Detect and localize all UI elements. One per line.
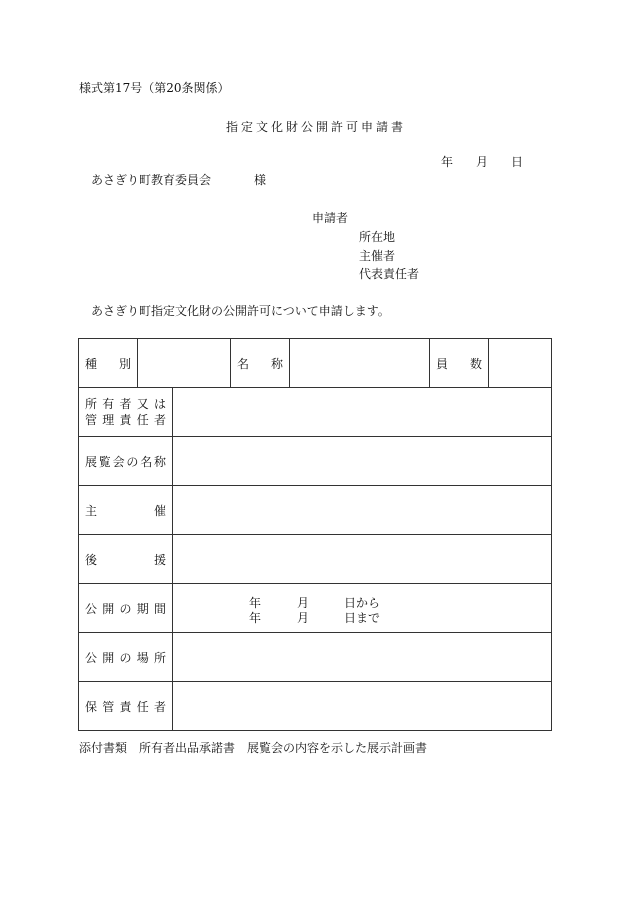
count-value-field[interactable] [489,339,552,388]
period-start-month: 月 [297,596,310,610]
period-start-year: 年 [249,596,262,610]
name-label-cell: 名 称 [231,339,290,388]
table-row-place [79,633,552,682]
support-label-cell: 後 援 [79,535,173,584]
table-row-custodian [79,682,552,731]
table-row-support [79,535,552,584]
place-label-cell: 公 開 の 場 所 [79,633,173,682]
count-label-cell: 員 数 [430,339,489,388]
date-month-label: 月 [476,155,489,169]
application-table [78,338,552,731]
type-label-cell: 種 別 [79,339,138,388]
table-row-owner [79,388,552,437]
attachments-line [79,742,427,754]
applicant-address-label: 所在地 [359,230,396,244]
period-end-year: 年 [249,611,262,625]
period-end-month: 月 [297,611,310,625]
date-year-label: 年 [441,155,454,169]
attachment-item: 所有者出品承諾書 [139,741,236,755]
organizer-label-cell: 主 催 [79,486,173,535]
owner-value-field[interactable] [173,388,552,437]
table-row-period [79,584,552,633]
period-start-day: 日から [344,596,381,610]
addressee: あさぎり町教育委員会 [91,173,212,187]
organizer-value-field[interactable] [173,486,552,535]
document-title: 指定文化財公開許可申請書 [226,120,407,134]
name-value-field[interactable] [290,339,430,388]
table-row-organizer [79,486,552,535]
applicant-label: 申請者 [312,211,349,225]
attachments-label: 添付書類 [79,741,128,755]
table-row-category [79,339,552,388]
period-end-day: 日まで [344,611,381,625]
support-value-field[interactable] [173,535,552,584]
applicant-organizer-label: 主催者 [359,249,396,263]
type-value-field[interactable] [138,339,231,388]
exhibition-label-cell: 展 覧 会 の 名 称 [79,437,173,486]
owner-label-cell: 所 有 者 又 は 管 理 責 任 者 [79,388,173,437]
exhibition-value-field[interactable] [173,437,552,486]
applicant-representative-label: 代表責任者 [359,267,420,281]
place-value-field[interactable] [173,633,552,682]
custodian-label-cell: 保 管 責 任 者 [79,682,173,731]
table-row-exhibition [79,437,552,486]
attachment-item: 展覧会の内容を示した展示計画書 [247,741,428,755]
request-statement: あさぎり町指定文化財の公開許可について申請します。 [91,304,390,318]
custodian-value-field[interactable] [173,682,552,731]
form-number: 様式第17号（第20条関係） [79,81,230,95]
period-label-cell: 公 開 の 期 間 [79,584,173,633]
period-value-field[interactable] [173,584,552,633]
honorific: 様 [254,173,267,187]
date-day-label: 日 [511,155,524,169]
